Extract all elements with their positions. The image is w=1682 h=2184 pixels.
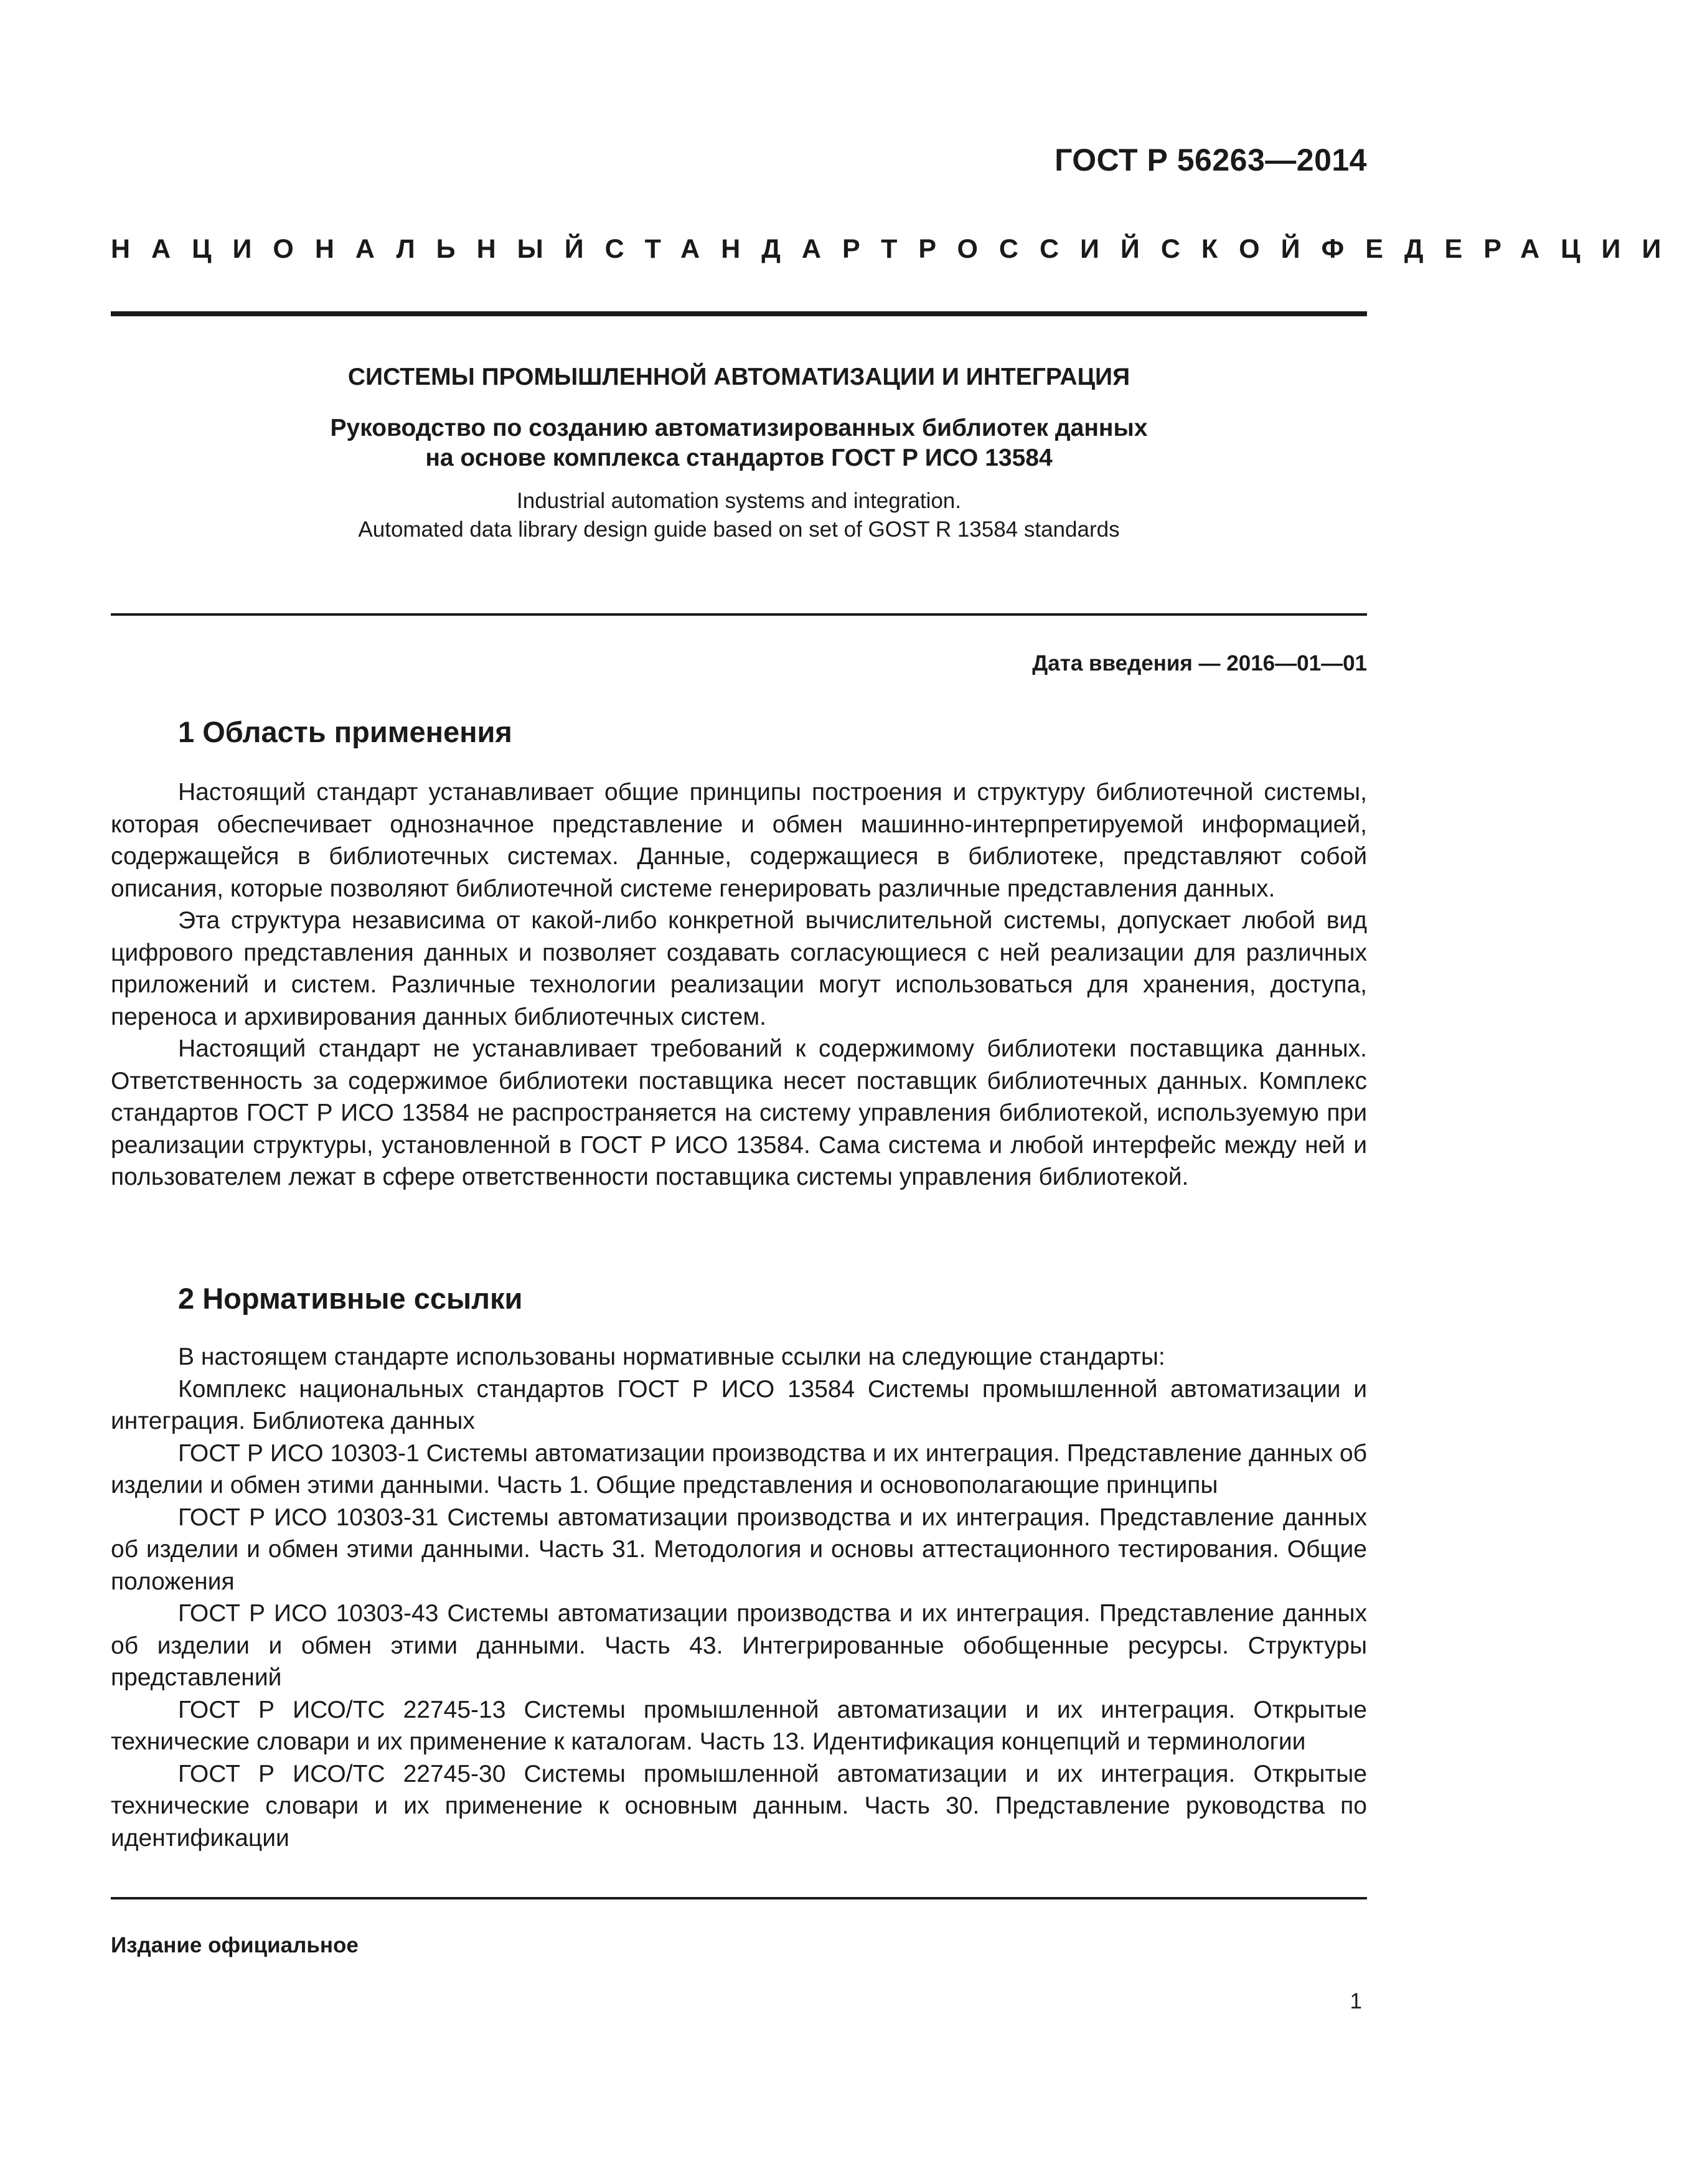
- header-divider: [111, 311, 1367, 316]
- document-page: [111, 0, 1682, 2184]
- section-2-paragraph-6: ГОСТ Р ИСО/ТС 22745-13 Системы промышленной автоматизации и их интеграция. Открытые технические словари и их применение к каталогам. Часть 13. Идентификация концепций и терминологии: [111, 1696, 1367, 1755]
- section-1-body: [111, 776, 1367, 1193]
- english-title-line-2: Automated data library design guide based on set of GOST R 13584 standards: [358, 517, 1120, 542]
- header-word-1: НАЦИОНАЛЬНЫЙ: [111, 234, 605, 264]
- section-1-paragraph-1: Настоящий стандарт устанавливает общие принципы построения и структуру библиотечной системы, которая обеспечивает однозначное представление и обмен машинно-интерпретируемой информацией, содержащейся в библиотечных системах. Данные, содержащиеся в библиотеке, представляют собой описания, которые позволяют библиотечной системе генерировать различные представления данных.: [111, 779, 1367, 902]
- section-1-paragraph-3: Настоящий стандарт не устанавливает требований к содержимому библиотеки поставщика данных. Ответственность за содержимое библиотеки поставщика несет поставщик библиотечных данных. Комплекс стандартов ГОСТ Р ИСО 13584 не распространяется на систему управления библиотекой, используемую при реализации структуры, установленной в ГОСТ Р ИСО 13584. Сама система и любой интерфейс между ней и пользователем лежат в сфере ответственности поставщика системы управления библиотекой.: [111, 1035, 1367, 1190]
- standard-number: ГОСТ Р 56263—2014: [1055, 143, 1367, 177]
- header-word-3: РОССИЙСКОЙ: [918, 234, 1322, 264]
- header-word-2: СТАНДАРТ: [604, 234, 919, 264]
- sub-title-line-2: на основе комплекса стандартов ГОСТ Р ИСО 13584: [425, 445, 1053, 471]
- section-2-paragraph-4: ГОСТ Р ИСО 10303-31 Системы автоматизации производства и их интеграция. Представление данных об изделии и обмен этими данными. Часть 31. Методология и основы аттестационного тестирования. Общие положения: [111, 1504, 1367, 1595]
- page-number: 1: [1350, 1989, 1362, 2013]
- title-block: [111, 364, 1367, 544]
- section-1-title: 1 Область применения: [178, 715, 512, 748]
- english-title-line-1: Industrial automation systems and integration.: [517, 489, 961, 513]
- footer-divider: [111, 1897, 1367, 1899]
- section-2-paragraph-5: ГОСТ Р ИСО 10303-43 Системы автоматизации производства и их интеграция. Представление данных об изделии и обмен этими данными. Часть 43. Интегрированные обобщенные ресурсы. Структуры представлений: [111, 1600, 1367, 1691]
- section-1-paragraph-2: Эта структура независима от какой-либо конкретной вычислительной системы, допускает любой вид цифрового представления данных и позволяет создавать согласующиеся с ней реализации для различных приложений и систем. Различные технологии реализации могут использоваться для хранения, доступа, переноса и архивирования данных библиотечных систем.: [111, 907, 1367, 1030]
- title-divider: [111, 613, 1367, 616]
- section-2-paragraph-7: ГОСТ Р ИСО/ТС 22745-30 Системы промышленной автоматизации и их интеграция. Открытые технические словари и их применение к основным данным. Часть 30. Представление руководства по идентификации: [111, 1760, 1367, 1852]
- introduction-date: Дата введения — 2016—01—01: [1032, 651, 1367, 675]
- section-2-title: 2 Нормативные ссылки: [178, 1282, 523, 1315]
- section-2-paragraph-3: ГОСТ Р ИСО 10303-1 Системы автоматизации производства и их интеграция. Представление данных об изделии и обмен этими данными. Часть 1. Общие представления и основополагающие принципы: [111, 1439, 1367, 1499]
- section-2-body: [111, 1341, 1367, 1854]
- official-edition-label: Издание официальное: [111, 1933, 359, 1957]
- section-2-paragraph-1: В настоящем стандарте использованы нормативные ссылки на следующие стандарты:: [178, 1344, 1165, 1370]
- main-title: СИСТЕМЫ ПРОМЫШЛЕННОЙ АВТОМАТИЗАЦИИ И ИНТЕГРАЦИЯ: [347, 364, 1130, 390]
- sub-title-line-1: Руководство по созданию автоматизированных библиотек данных: [330, 415, 1148, 441]
- header-word-4: ФЕДЕРАЦИИ: [1321, 234, 1682, 264]
- section-2-paragraph-2: Комплекс национальных стандартов ГОСТ Р ИСО 13584 Системы промышленной автоматизации и интеграция. Библиотека данных: [111, 1375, 1367, 1434]
- national-standard-header: [111, 234, 1682, 265]
